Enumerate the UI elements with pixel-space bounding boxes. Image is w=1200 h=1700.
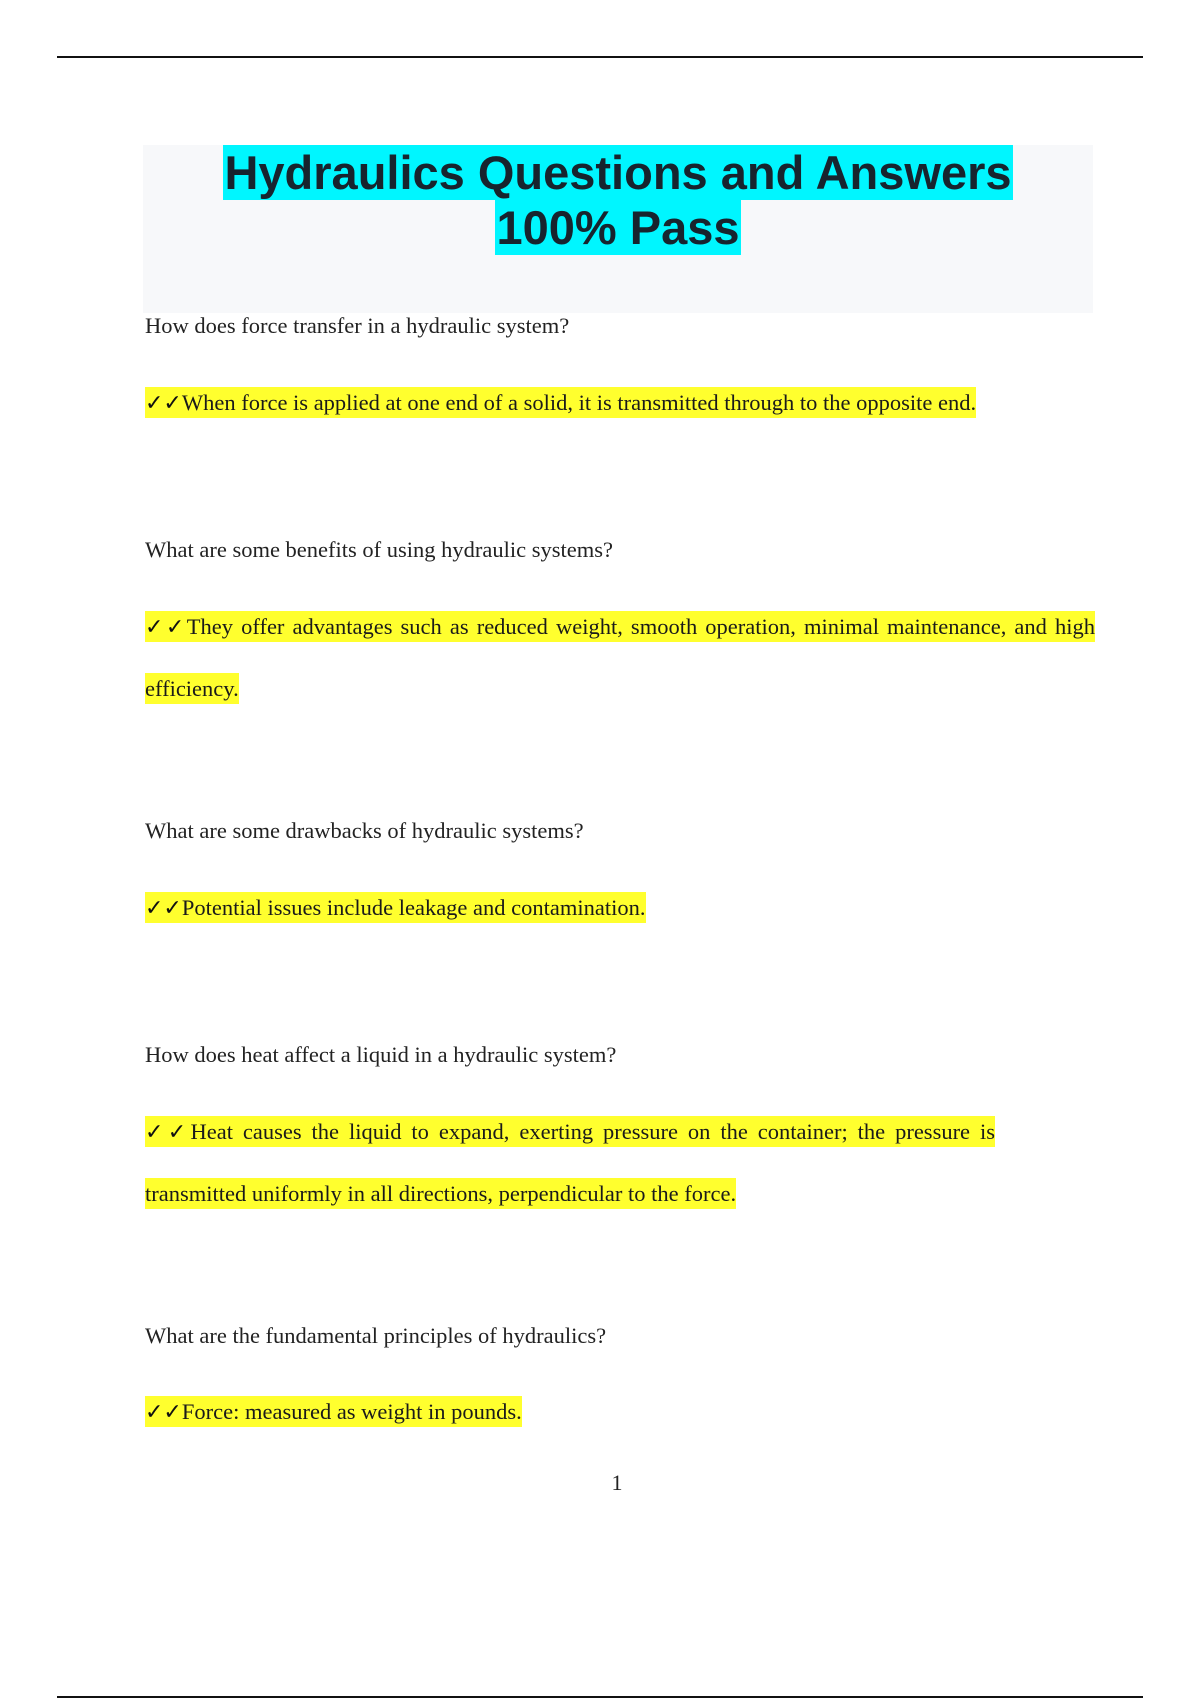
- check-mark-icon: ✓✓: [145, 615, 187, 640]
- check-mark-icon: ✓✓: [145, 1120, 191, 1145]
- answer-4: [145, 1101, 995, 1224]
- answer-4-text: Heat causes the liquid to expand, exerting pressure on the container; the pressure is transmitted uniformly in all directions, perpendicular to the force.: [145, 1119, 995, 1206]
- answer-2-text: They offer advantages such as reduced weight, smooth operation, minimal maintenance, and high efficiency.: [145, 614, 1096, 701]
- answer-1: [145, 372, 1095, 434]
- question-4: How does heat affect a liquid in a hydraulic system?: [145, 1042, 617, 1067]
- answer-5: [145, 1381, 1095, 1443]
- title-block: [143, 145, 1093, 313]
- answer-3: [145, 877, 1095, 939]
- question-1: How does force transfer in a hydraulic system?: [145, 313, 570, 338]
- check-mark-icon: ✓✓: [145, 391, 182, 416]
- question-2: What are some benefits of using hydraulic systems?: [145, 537, 613, 562]
- page-number: 1: [611, 1470, 623, 1495]
- question-5: What are the fundamental principles of hydraulics?: [145, 1323, 607, 1348]
- bottom-rule: [57, 1696, 1143, 1698]
- answer-2: [145, 596, 1095, 719]
- answer-3-text: Potential issues include leakage and contamination.: [181, 895, 646, 920]
- check-mark-icon: ✓✓: [145, 1400, 182, 1425]
- check-mark-icon: ✓✓: [145, 896, 182, 921]
- answer-5-text: Force: measured as weight in pounds.: [181, 1399, 522, 1424]
- document-title-line-2: 100% Pass: [496, 201, 740, 254]
- answer-1-text: When force is applied at one end of a solid, it is transmitted through to the opposite end.: [181, 390, 977, 415]
- question-3: What are some drawbacks of hydraulic systems?: [145, 818, 584, 843]
- document-title-line-1: Hydraulics Questions and Answers: [224, 146, 1012, 199]
- top-rule: [57, 56, 1143, 58]
